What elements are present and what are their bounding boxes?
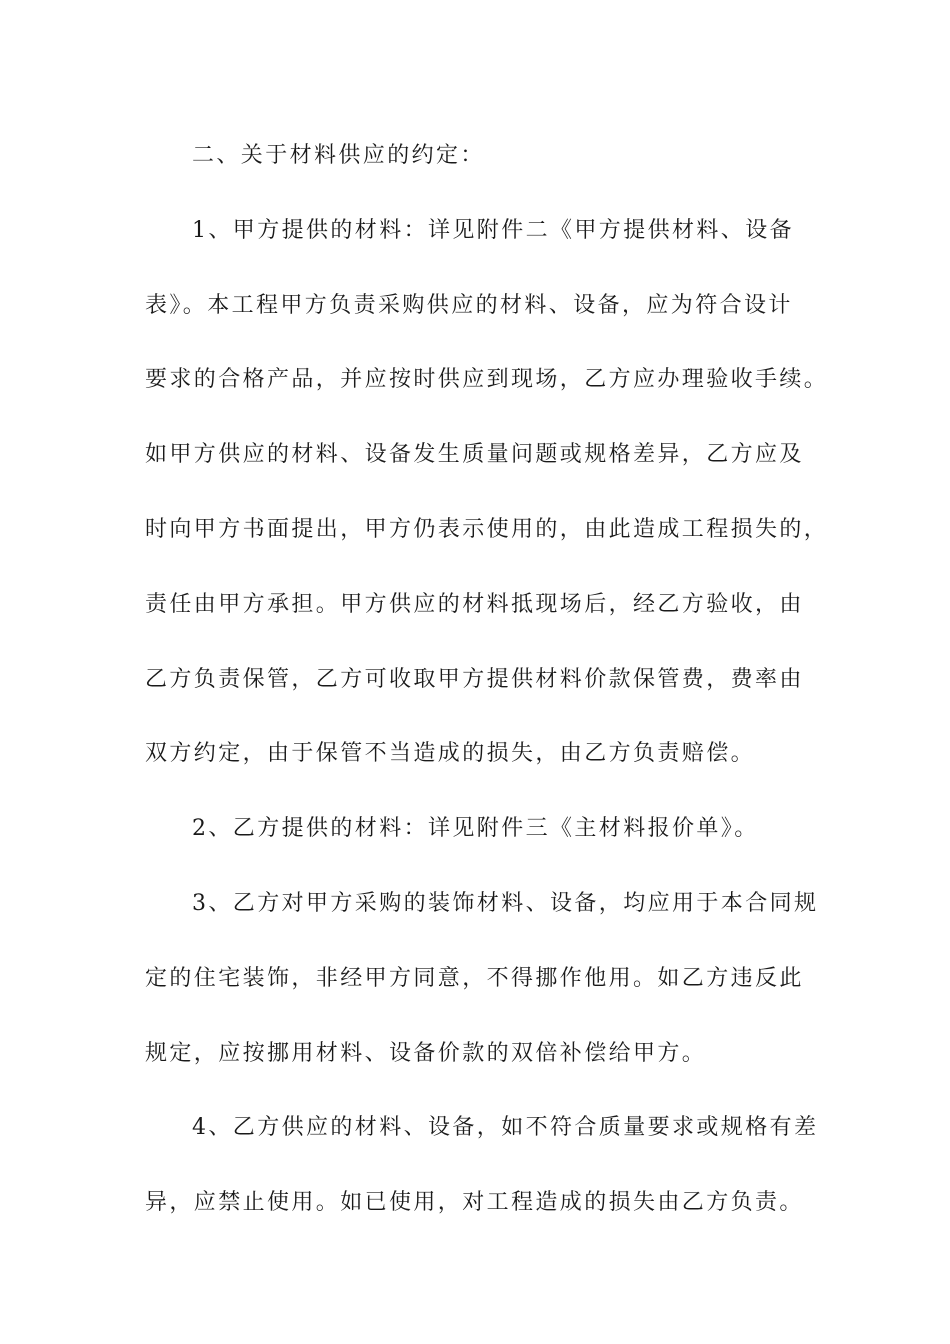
paragraph-line: 表》。本工程甲方负责采购供应的材料、设备，应为符合设计 xyxy=(145,292,793,318)
paragraph-line: 2、乙方提供的材料：详见附件三《主材料报价单》。 xyxy=(192,816,759,842)
paragraph-line: 如甲方供应的材料、设备发生质量问题或规格差异，乙方应及 xyxy=(145,442,804,468)
paragraph-line: 要求的合格产品，并应按时供应到现场，乙方应办理验收手续。 xyxy=(145,367,829,393)
document-body xyxy=(145,119,829,1241)
paragraph-line: 乙方负责保管，乙方可收取甲方提供材料价款保管费，费率由 xyxy=(145,666,804,692)
paragraph-line: 异，应禁止使用。如已使用，对工程造成的损失由乙方负责。 xyxy=(145,1190,804,1216)
paragraph-line: 规定，应按挪用材料、设备价款的双倍补偿给甲方。 xyxy=(145,1040,707,1066)
paragraph-line: 3、乙方对甲方采购的装饰材料、设备，均应用于本合同规 xyxy=(192,890,819,916)
paragraph-line: 4、乙方供应的材料、设备，如不符合质量要求或规格有差 xyxy=(192,1115,819,1141)
paragraph-line: 双方约定，由于保管不当造成的损失，由乙方负责赔偿。 xyxy=(145,741,756,767)
paragraph-line: 责任由甲方承担。甲方供应的材料抵现场后，经乙方验收，由 xyxy=(145,591,804,617)
paragraph-line: 定的住宅装饰，非经甲方同意，不得挪作他用。如乙方违反此 xyxy=(145,965,804,991)
paragraph-line: 时向甲方书面提出，甲方仍表示使用的，由此造成工程损失的， xyxy=(145,516,829,542)
paragraph-line: 1、甲方提供的材料：详见附件二《甲方提供材料、设备 xyxy=(192,217,794,243)
section-heading: 二、关于材料供应的约定： xyxy=(192,143,485,168)
